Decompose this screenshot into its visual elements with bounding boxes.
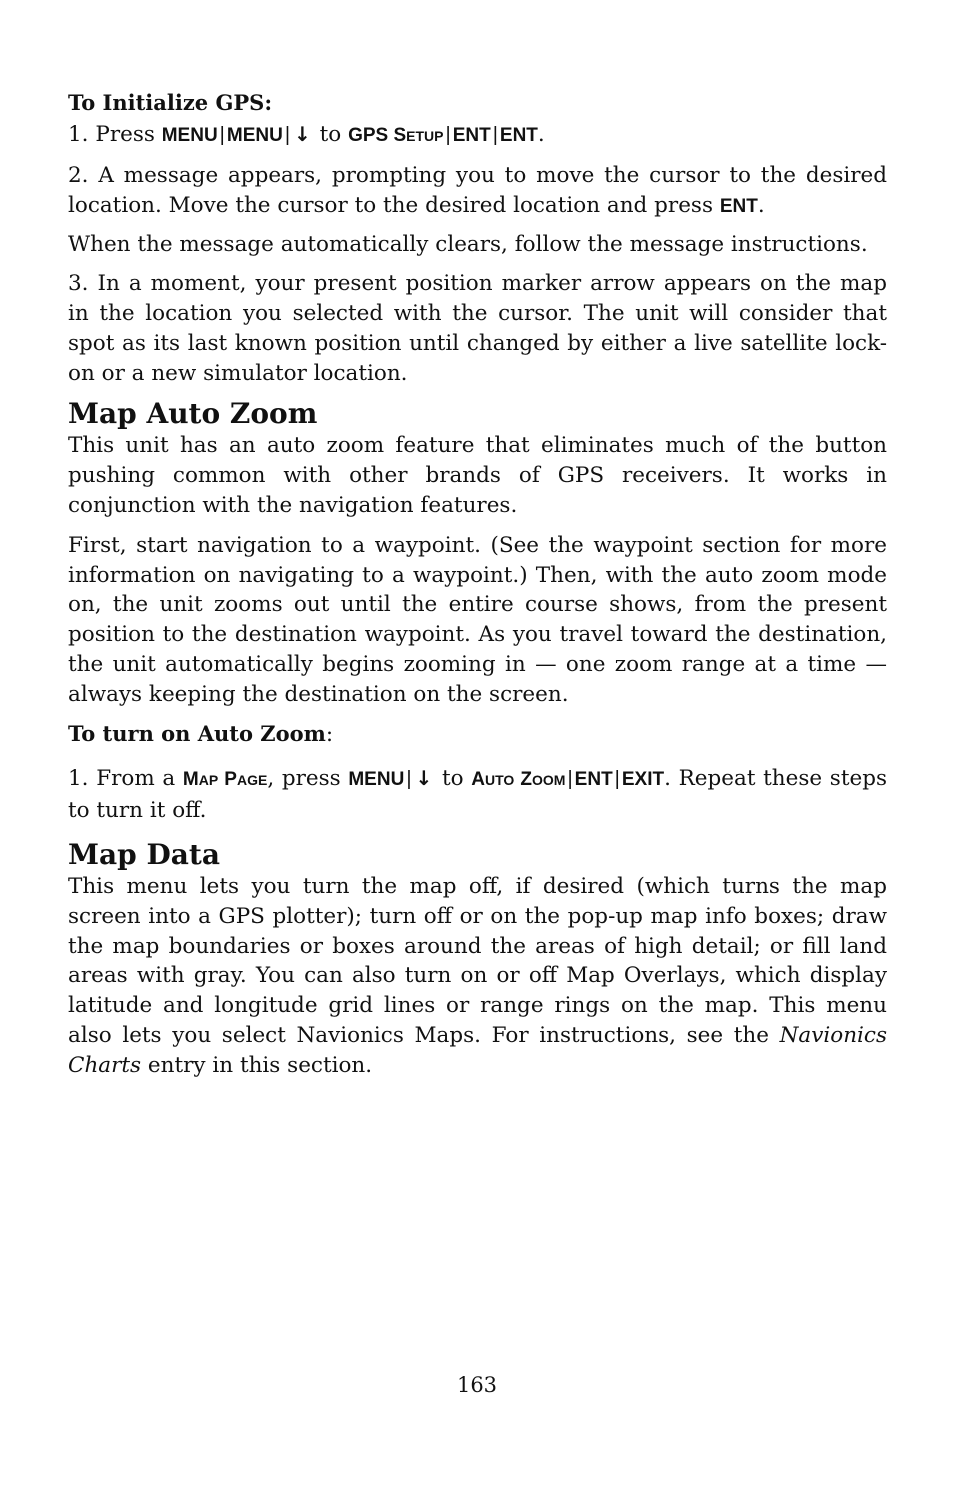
navionics-charts-ref: Navionics Charts [68, 1022, 887, 1078]
page-initial: P [218, 769, 237, 791]
map-page-label [183, 769, 267, 790]
auto-zoom-para-2: First, start navigation to a waypoint. (See the waypoint section for more information on navigating to a waypoint.) Then, with the auto zoom mode on, the unit zooms out until the entire course shows, from the present position to the destination waypoint. As you travel toward the destination, the unit automatically begins zooming in — one zoom range at a time — always keeping the destination on the screen. [68, 532, 887, 707]
map-data-text: This menu lets you turn the map off, if desired (which turns the map screen into a GPS plotter); turn off or on the pop-up map info boxes; draw the map boundaries or boxes around the areas of high detail; or fill land areas with gray. You can also turn on or off Map Overlays, which display latitude and longitude grid lines or range rings on the map. This menu also lets you select Navionics Maps. For instructions, see the [68, 873, 887, 1048]
separator: | [219, 124, 225, 146]
auto-zoom-subheading-text: To turn on Auto Zoom [68, 720, 326, 746]
down-arrow-icon: ↓ [415, 766, 433, 791]
page-content [68, 88, 887, 1081]
zoom-initial: Z [514, 769, 533, 791]
gps-setup-rest: ETUP [406, 128, 444, 144]
menu-key: MENU [348, 769, 405, 791]
init-gps-step-2 [68, 161, 887, 222]
init-gps-note: When the message automatically clears, follow the message instructions. [68, 232, 868, 258]
step-1-end: . [537, 122, 545, 147]
down-arrow-icon: ↓ [294, 122, 311, 146]
map-data-para [68, 872, 887, 1081]
separator: | [567, 768, 573, 791]
separator: | [284, 124, 291, 146]
subheading-colon: : [325, 721, 334, 747]
step-1-prefix: 1. From a [68, 766, 183, 792]
step-1-end: . Repeat these steps to turn it off. [68, 766, 887, 824]
map-data-title: Map Data [68, 837, 220, 871]
auto-rest: UTO [484, 772, 515, 789]
ent-key: ENT [499, 125, 538, 146]
to-word: to [312, 122, 349, 147]
ent-key: ENT [719, 195, 758, 217]
exit-key: EXIT [621, 769, 665, 791]
map-auto-zoom-title: Map Auto Zoom [68, 397, 318, 431]
separator: | [492, 124, 498, 146]
auto-initial: A [471, 769, 485, 791]
zoom-rest: OOM [532, 772, 566, 789]
auto-zoom-subheading [68, 719, 887, 750]
init-gps-step-3: 3. In a moment, your present position marker arrow appears on the map in the location you selected with the cursor. The unit will consider that spot as its last known position until changed by either a live satellite lock-on or a new simulator location. [68, 271, 887, 386]
init-gps-heading: To Initialize GPS: [68, 90, 273, 115]
separator: | [614, 768, 620, 791]
gps-setup-label [348, 125, 443, 146]
auto-zoom-para-1: This unit has an auto zoom feature that eliminates much of the button pushing common with other brands of GPS receivers. It works in conjunction with the navigation features. [68, 433, 887, 518]
step-2-end: . [757, 192, 765, 218]
map-data-end: entry in this section. [141, 1052, 373, 1078]
to-word: to [434, 766, 472, 792]
menu-key: MENU [226, 125, 283, 146]
auto-zoom-step-1 [68, 764, 887, 826]
map-rest: AP [198, 772, 219, 789]
separator: | [406, 768, 412, 791]
auto-zoom-label [471, 769, 565, 790]
comma-press: , press [267, 766, 349, 792]
menu-key: MENU [161, 125, 218, 146]
page-number: 163 [456, 1373, 498, 1397]
gps-setup-initial: GPS S [348, 125, 407, 146]
init-gps-step-1 [68, 120, 887, 152]
separator: | [445, 124, 451, 146]
ent-key: ENT [452, 125, 491, 146]
step-1-prefix: 1. Press [68, 122, 162, 147]
page-rest: AGE [236, 772, 268, 789]
map-initial: M [182, 769, 199, 791]
ent-key: ENT [574, 769, 613, 791]
step-2-text: 2. A message appears, prompting you to move the cursor to the desired location. Move the cursor to the desired location and press [68, 162, 887, 218]
